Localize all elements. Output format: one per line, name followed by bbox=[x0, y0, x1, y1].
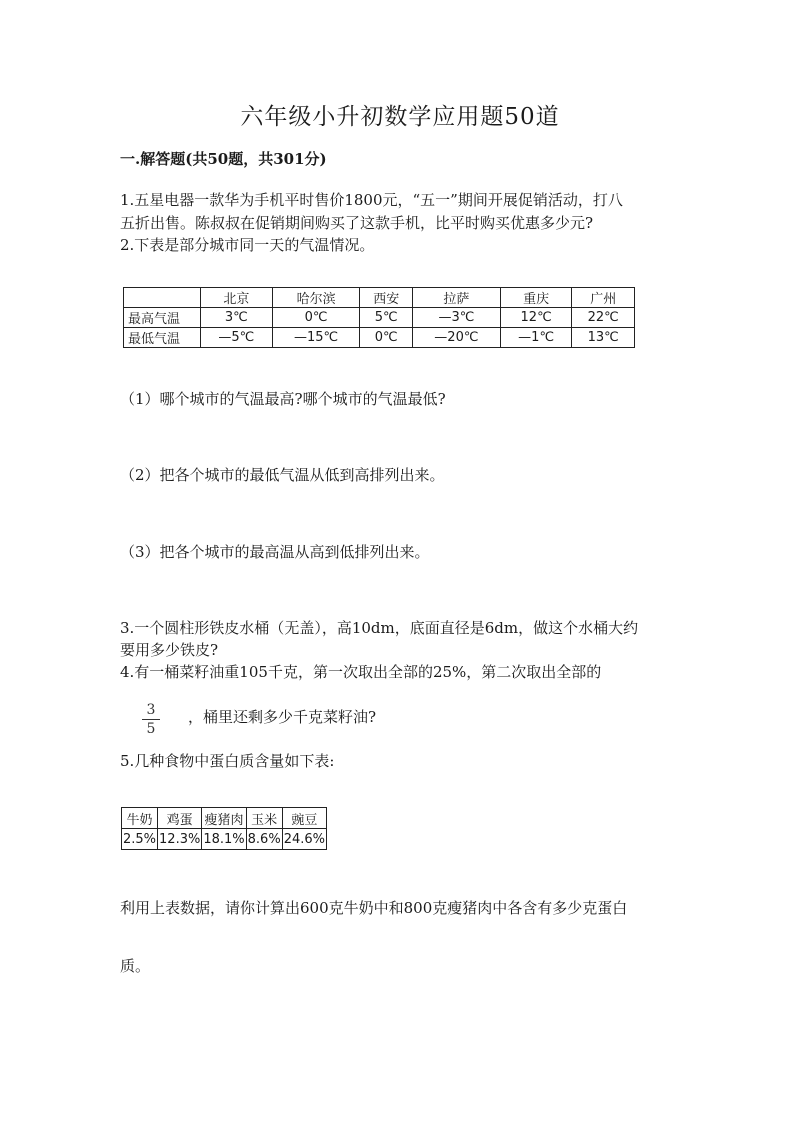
table-cell: 8.6% bbox=[246, 829, 282, 850]
table-header-cell: 广州 bbox=[572, 288, 635, 308]
table-header-cell: 哈尔滨 bbox=[272, 288, 360, 308]
table-cell bbox=[124, 288, 201, 308]
table-row bbox=[122, 829, 327, 850]
q4-line1: 4.有一桶菜籽油重105千克，第一次取出全部的25%，第二次取出全部的 bbox=[120, 663, 602, 681]
fraction-denominator: 5 bbox=[146, 721, 156, 737]
table-cell: —3℃ bbox=[412, 308, 500, 328]
table-cell: 12℃ bbox=[500, 308, 572, 328]
section-heading: 一.解答题(共50题，共301分) bbox=[120, 150, 327, 168]
table-cell: 12.3% bbox=[158, 829, 202, 850]
table-header-cell: 重庆 bbox=[500, 288, 572, 308]
table-header-cell: 拉萨 bbox=[412, 288, 500, 308]
q2-sub2: （2）把各个城市的最低气温从低到高排列出来。 bbox=[120, 466, 445, 484]
protein-table bbox=[121, 807, 327, 850]
table-cell: 0℃ bbox=[360, 328, 413, 348]
q1-line1: 1.五星电器一款华为手机平时售价1800元，“五一”期间开展促销活动，打八 bbox=[120, 191, 623, 209]
q5-intro: 5.几种食物中蛋白质含量如下表: bbox=[120, 752, 335, 770]
table-cell: 24.6% bbox=[282, 829, 326, 850]
table-row-label: 最高气温 bbox=[124, 308, 201, 328]
q3-line1: 3.一个圆柱形铁皮水桶（无盖），高10dm，底面直径是6dm，做这个水桶大约 bbox=[120, 619, 639, 637]
table-header-cell: 瘦猪肉 bbox=[202, 808, 246, 829]
table-cell: —5℃ bbox=[201, 328, 273, 348]
q3-line2: 要用多少铁皮? bbox=[120, 641, 219, 659]
q4-line2: ，桶里还剩多少千克菜籽油? bbox=[188, 708, 377, 726]
table-row bbox=[124, 328, 635, 348]
q5-line1: 利用上表数据，请你计算出600克牛奶中和800克瘦猪肉中各含有多少克蛋白 bbox=[120, 899, 628, 917]
q5-line2: 质。 bbox=[120, 957, 151, 975]
table-cell: 3℃ bbox=[201, 308, 273, 328]
table-cell: 13℃ bbox=[572, 328, 635, 348]
fraction-numerator: 3 bbox=[146, 702, 156, 718]
q2-intro: 2.下表是部分城市同一天的气温情况。 bbox=[120, 236, 375, 254]
table-row bbox=[124, 308, 635, 328]
table-cell: 22℃ bbox=[572, 308, 635, 328]
table-cell: 2.5% bbox=[122, 829, 158, 850]
table-header-cell: 牛奶 bbox=[122, 808, 158, 829]
table-cell: —15℃ bbox=[272, 328, 360, 348]
table-row bbox=[122, 808, 327, 829]
q2-sub1: （1）哪个城市的气温最高?哪个城市的气温最低? bbox=[120, 390, 446, 408]
table-header-cell: 玉米 bbox=[246, 808, 282, 829]
q2-sub3: （3）把各个城市的最高温从高到低排列出来。 bbox=[120, 543, 430, 561]
q1-line2: 五折出售。陈叔叔在促销期间购买了这款手机，比平时购买优惠多少元? bbox=[120, 214, 594, 232]
table-cell: 5℃ bbox=[360, 308, 413, 328]
table-header-cell: 鸡蛋 bbox=[158, 808, 202, 829]
page-title: 六年级小升初数学应用题50道 bbox=[240, 104, 560, 130]
fraction-bar bbox=[142, 719, 160, 720]
fraction bbox=[140, 702, 162, 737]
table-header-cell: 西安 bbox=[360, 288, 413, 308]
table-header-cell: 北京 bbox=[201, 288, 273, 308]
table-row-label: 最低气温 bbox=[124, 328, 201, 348]
table-cell: —1℃ bbox=[500, 328, 572, 348]
table-row bbox=[124, 288, 635, 308]
table-cell: 0℃ bbox=[272, 308, 360, 328]
table-cell: —20℃ bbox=[412, 328, 500, 348]
table-header-cell: 豌豆 bbox=[282, 808, 326, 829]
table-cell: 18.1% bbox=[202, 829, 246, 850]
temperature-table bbox=[123, 287, 635, 348]
